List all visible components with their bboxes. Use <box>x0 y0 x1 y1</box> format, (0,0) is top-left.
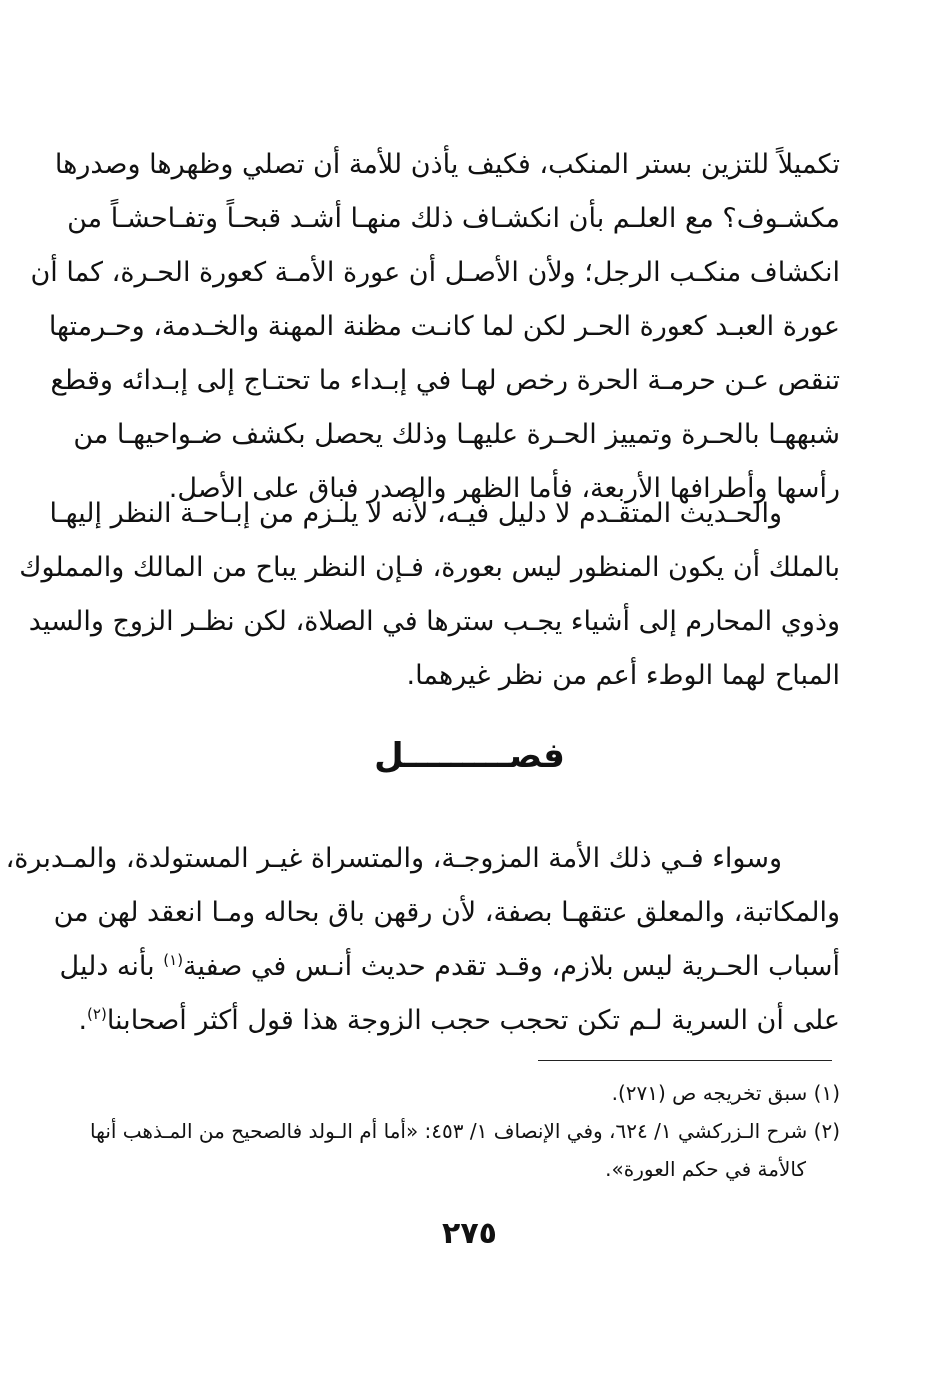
footnote-number: (١) <box>813 1081 840 1105</box>
footnote-marker-2[interactable]: (٢) <box>87 1005 107 1023</box>
footnote-marker-1[interactable]: (١) <box>163 951 184 969</box>
paragraph-line: مكشـوف؟ مع العلـم بأن انكشـاف ذلك منهـا أشـد قبحـاً وتفـاحشـاً من <box>67 203 840 234</box>
paragraph-line: وسواء فـي ذلك الأمة المزوجـة، والمتسراة غيـر المستولدة، والمـدبرة، <box>5 843 782 874</box>
paragraph-line: تكميلاً للتزين بستر المنكب، فكيف يأذن للأمة أن تصلي وظهرها وصدرها <box>54 149 840 180</box>
paragraph-line <box>78 994 840 1048</box>
section-heading: فصـــــــــل <box>374 736 565 776</box>
footnote-divider <box>538 1060 832 1061</box>
paragraph-line: رأسها وأطرافها الأربعة، فأما الظهر والصدر فباق على الأصل. <box>168 473 840 504</box>
line-text: على أن السرية لـم تكن تحجب حجب الزوجة هذا قول أكثر أصحابنا <box>106 1005 840 1036</box>
line-end: . <box>78 1005 88 1036</box>
paragraph-line: والمكاتبة، والمعلق عتقهـا بصفة، لأن رقهن باق بحاله ومـا انعقد لهن من <box>53 897 840 928</box>
line-text: أسباب الحـرية ليس بلازم، وقـد تقدم حديث أنـس في صفية <box>183 951 840 982</box>
footnotes <box>90 1074 840 1188</box>
paragraph-line: المباح لهما الوطء أعم من نظر غيرهما. <box>406 660 840 691</box>
footnote-1 <box>118 1074 840 1112</box>
footnote-2-continued: كالأمة في حكم العورة». <box>605 1157 806 1181</box>
paragraph-line: بالملك أن يكون المنظور ليس بعورة، فـإن النظر يباح من المالك والمملوك <box>19 552 840 583</box>
paragraph-line: تنقص عـن حرمـة الحرة رخص لهـا في إبـداء ما تحتـاج إلى إبـدائه وقطع <box>50 365 840 396</box>
paragraph-3 <box>5 832 840 1048</box>
paragraph-line: شبههـا بالحـرة وتمييز الحـرة عليهـا وذلك يحصل بكشف ضـواحيهـا من <box>73 419 840 450</box>
footnote-text: شرح الـزركشي ١/ ٦٢٤، وفي الإنصاف ١/ ٤٥٣: «أما أم الـولد فالصحيح من المـذهب أنها <box>90 1119 808 1143</box>
paragraph-1 <box>30 138 840 516</box>
paragraph-2 <box>19 487 840 703</box>
page-number: ٢٧٥ <box>442 1216 497 1251</box>
footnote-2 <box>90 1112 840 1150</box>
paragraph-line <box>59 940 840 994</box>
paragraph-line: عورة العبـد كعورة الحـر لكن لما كانـت مظنة المهنة والخـدمة، وحـرمتها <box>48 311 840 342</box>
paragraph-line: وذوي المحارم إلى أشياء يجـب سترها في الصلاة، لكن نظـر الزوج والسيد <box>28 606 840 637</box>
footnote-number: (٢) <box>813 1119 840 1143</box>
footnote-text: سبق تخريجه ص (٢٧١). <box>611 1081 808 1105</box>
line-text: بأنه دليل <box>59 951 155 982</box>
paragraph-line: انكشاف منكـب الرجل؛ ولأن الأصـل أن عورة الأمـة كعورة الحـرة، كما أن <box>30 257 840 288</box>
paragraph-line: والحـديث المتقـدم لا دليل فيـه، لأنه لا يلـزم من إبـاحـة النظر إليهـا <box>49 498 782 529</box>
